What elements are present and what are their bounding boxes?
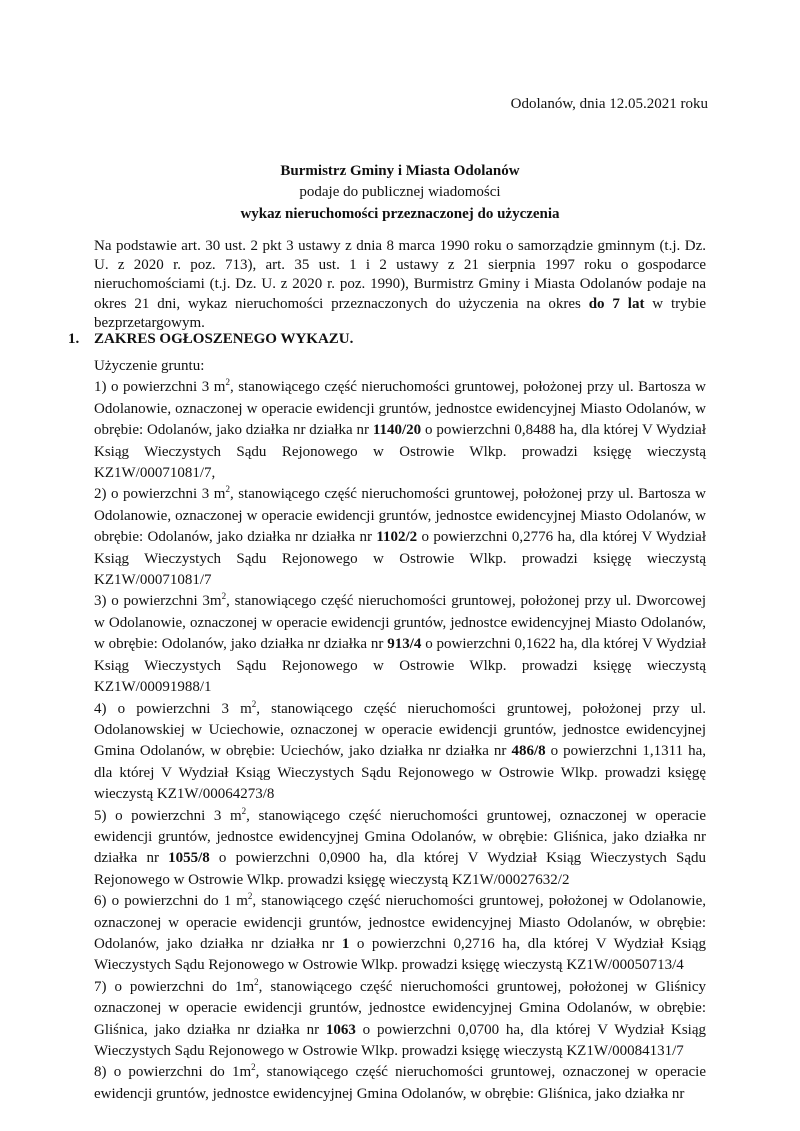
item-text: o powierzchni 0,2716 ha, dla której V Wydział Ksiąg Wieczystych Sądu Rejonowego w Ostrowie Wlkp. prowadzi księgę wieczystą KZ1W/00050713/4 <box>94 935 707 974</box>
item-text: o powierzchni 0,0900 ha, dla której V Wydział Ksiąg Wieczystych Sądu Rejonowego w Ostrowie Wlkp. prowadzi księgę wieczystą KZ1W/00027632/2 <box>94 850 706 888</box>
item-text: , stanowiącego część nieruchomości gruntowej, położonej w Gliśnicy oznaczonej w operacie ewidencji gruntów, jednostce ewidencyjnej Gmina Odolanów, w obrębie: Gliśnica, jako działka nr działka nr <box>94 978 706 1038</box>
date-line: Odolanów, dnia 12.05.2021 roku <box>510 96 708 112</box>
section-title: ZAKRES OGŁOSZENEGO WYKAZU. <box>94 331 354 347</box>
item-text: o powierzchni 0,8488 ha, dla której V Wydział Ksiąg Wieczystych Sądu Rejonowego w Ostrowie Wlkp. prowadzi księgę wieczystą KZ1W/00071081/7, <box>94 422 706 482</box>
item-text: o powierzchni 1,1311 ha, dla której V Wydział Ksiąg Wieczystych Sądu Rejonowego w Ostrowie Wlkp. prowadzi księgę wieczystą KZ1W/00064273/8 <box>94 743 706 803</box>
parcel-number: 1055/8 <box>168 850 210 867</box>
unit-superscript: 2 <box>254 976 259 987</box>
section-number: 1. <box>68 331 80 347</box>
section-heading <box>68 331 353 348</box>
intro-text: Na podstawie art. 30 ust. 2 pkt 3 ustawy z dnia 8 marca 1990 roku o samorządzie gminnym (t.j. Dz. U. z 2020 r. poz. 713), art. 35 ust. 1 i 2 ustawy z 21 sierpnia 1997 roku o gospodarce nieruchomościami (t.j. Dz. U. z 2020 r. poz. 1990), Burmistrz Gminy i Miasta Odolanów podaje na okres 21 dni, wykaz nieruchomości przeznaczonych do użyczenia na okres <box>94 238 706 312</box>
unit-superscript: 2 <box>241 805 247 816</box>
item-text: , stanowiącego część nieruchomości gruntowej, położonej przy ul. Bartosza w Odolanowie, oznaczonej w operacie ewidencji gruntów, jednostce ewidencyjnej Miasto Odolanów, w obrębie: Odolanów, jako działka nr działka nr <box>94 486 706 546</box>
parcel-number: 913/4 <box>387 636 422 653</box>
item-text: 3) o powierzchni 3m <box>94 593 222 610</box>
list-item <box>94 806 706 892</box>
item-text: o powierzchni 0,0700 ha, dla której V Wydział Ksiąg Wieczystych Sądu Rejonowego w Ostrowie Wlkp. prowadzi księgę wieczystą KZ1W/00084131/7 <box>94 1021 706 1059</box>
parcel-number: 1102/2 <box>376 529 418 546</box>
item-text: o powierzchni 0,2776 ha, dla której V Wydział Ksiąg Wieczystych Sądu Rejonowego w Ostrowie Wlkp. prowadzi księgę wieczystą KZ1W/00071081/7 <box>94 529 706 589</box>
unit-superscript: 2 <box>221 591 227 602</box>
item-text: 7) o powierzchni do 1m <box>94 978 255 995</box>
list-item <box>94 591 706 698</box>
item-text: 5) o powierzchni 3 m <box>94 807 242 824</box>
document-subtitle: podaje do publicznej wiadomości <box>299 184 501 200</box>
document-subject: wykaz nieruchomości przeznaczonej do użyczenia <box>240 206 560 222</box>
parcel-number: 1063 <box>325 1021 356 1038</box>
list-item <box>94 699 706 806</box>
item-text: o powierzchni 0,1622 ha, dla której V Wydział Ksiąg Wieczystych Sądu Rejonowego w Ostrowie Wlkp. prowadzi księgę wieczystą KZ1W/00091988/1 <box>94 636 706 696</box>
unit-superscript: 2 <box>225 377 230 388</box>
list-item <box>94 891 706 977</box>
item-text: , stanowiącego część nieruchomości gruntowej, oznaczonej w operacie ewidencji gruntów, jednostce ewidencyjnej Gmina Odolanów, w obrębie: Gliśnica, jako działka nr <box>94 1064 706 1102</box>
list-item <box>94 977 706 1063</box>
item-text: , stanowiącego część nieruchomości gruntowej, oznaczonej w operacie ewidencji gruntów, jednostce ewidencyjnej Gmina Odolanów, w obrębie: Gliśnica, jako działka nr działka nr <box>94 807 706 867</box>
item-text: 4) o powierzchni 3 m <box>94 700 252 717</box>
section-body <box>94 356 706 1105</box>
item-text: 1) o powierzchni 3 m <box>94 379 226 396</box>
item-text: 6) o powierzchni do 1 m <box>94 893 248 910</box>
parcel-number: 1140/20 <box>372 422 422 439</box>
document-title: Burmistrz Gminy i Miasta Odolanów <box>280 163 520 179</box>
parcel-number: 486/8 <box>511 743 546 760</box>
item-text: 8) o powierzchni do 1m <box>94 1064 252 1081</box>
parcel-number: 1 <box>341 935 350 952</box>
intro-paragraph <box>94 237 706 333</box>
unit-superscript: 2 <box>225 484 230 495</box>
item-text: , stanowiącego część nieruchomości gruntowej, położonej w Odolanowie, oznaczonej w operacie ewidencji gruntów, jednostce ewidencyjnej Miasto Odolanów, w obrębie: Odolanów, jako działka nr działka nr <box>94 893 706 952</box>
intro-text-end: w trybie bezprzetargowym. <box>94 295 706 331</box>
intro-period-bold: do 7 lat <box>588 295 645 312</box>
list-item <box>94 377 706 484</box>
unit-superscript: 2 <box>251 1062 256 1073</box>
list-item <box>94 484 706 591</box>
list-item <box>94 1062 706 1105</box>
unit-superscript: 2 <box>247 891 253 902</box>
item-text: , stanowiącego część nieruchomości gruntowej, położonej przy ul. Bartosza w Odolanowie, oznaczonej w operacie ewidencji gruntów, jednostce ewidencyjnej Miasto Odolanów, w obrębie: Odolanów, jako działka nr działka nr <box>94 379 706 439</box>
unit-superscript: 2 <box>251 698 257 709</box>
item-text: , stanowiącego część nieruchomości gruntowej, położonej przy ul. Odolanowskiej w Uciechowie, oznaczonej w operacie ewidencji gruntów, jednostce ewidencyjnej Gmina Odolanów, w obrębie: Uciechów, jako działka nr działka nr <box>94 700 706 760</box>
section-lead: Użyczenie gruntu: <box>94 358 205 374</box>
item-text: 2) o powierzchni 3 m <box>94 486 226 503</box>
item-text: , stanowiącego część nieruchomości gruntowej, położonej przy ul. Dworcowej w Odolanowie, oznaczonej w operacie ewidencji gruntów, jednostce ewidencyjnej Miasto Odolanów, w obrębie: Odolanów, jako działka nr działka nr <box>94 593 706 653</box>
